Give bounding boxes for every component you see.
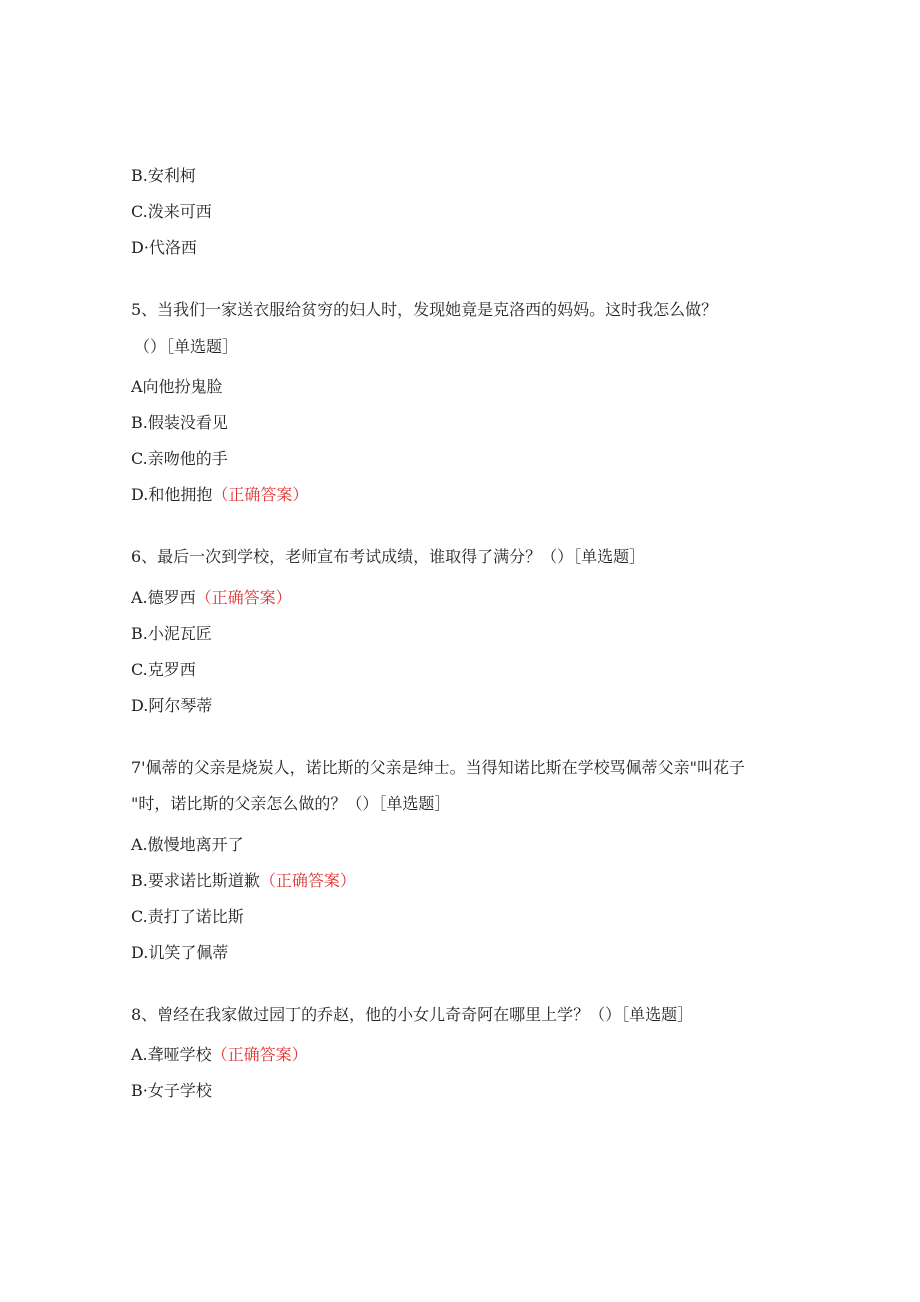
q6-option-a-text: A.德罗西	[131, 588, 196, 607]
q4-option-d: D·代洛西	[131, 238, 197, 257]
q5-option-a: A向他扮鬼脸	[131, 377, 223, 396]
q7-stem-line2: "时，诺比斯的父亲怎么做的？（）［单选题］	[131, 794, 451, 813]
q6-correct-answer-mark: （正确答案）	[195, 588, 292, 607]
q7-option-b-text: B.要求诺比斯道歉	[131, 871, 260, 890]
q7-option-b	[131, 871, 356, 891]
q5-stem-line1: 5、当我们一家送衣服给贫穷的妇人时，发现她竟是克洛西的妈妈。这时我怎么做？	[131, 300, 718, 319]
q6-option-b: B.小泥瓦匠	[131, 624, 212, 643]
q5-option-d-text: D.和他拥抱	[131, 485, 213, 504]
q5-option-d	[131, 485, 308, 505]
q5-option-b: B.假装没看见	[131, 413, 228, 432]
q8-option-a-text: A.聋哑学校	[131, 1045, 212, 1064]
q6-option-d: D.阿尔琴蒂	[131, 696, 213, 715]
q8-option-b: B·女子学校	[131, 1081, 212, 1100]
q6-stem-line1: 6、最后一次到学校，老师宣布考试成绩，谁取得了满分？（）［单选题］	[131, 547, 646, 566]
q7-correct-answer-mark: （正确答案）	[259, 871, 356, 890]
q8-stem-line1: 8、曾经在我家做过园丁的乔赵，他的小女儿奇奇阿在哪里上学？（）［单选题］	[131, 1005, 694, 1024]
q5-option-c: C.亲吻他的手	[131, 449, 228, 468]
q5-correct-answer-mark: （正确答案）	[212, 485, 309, 504]
q8-option-a	[131, 1045, 308, 1065]
q4-option-c: C.泼来可西	[131, 202, 212, 221]
q7-option-a: A.傲慢地离开了	[131, 835, 244, 854]
q6-option-c: C.克罗西	[131, 660, 196, 679]
q7-stem-line1: 7'佩蒂的父亲是烧炭人，诺比斯的父亲是绅士。当得知诺比斯在学校骂佩蒂父亲"叫花子	[131, 758, 745, 777]
q5-stem-line2: （）［单选题］	[134, 337, 239, 356]
q7-option-d: D.讥笑了佩蒂	[131, 943, 229, 962]
q8-correct-answer-mark: （正确答案）	[211, 1045, 308, 1064]
q6-option-a	[131, 588, 292, 608]
q7-option-c: C.责打了诺比斯	[131, 907, 244, 926]
q4-option-b: B.安利柯	[131, 166, 196, 185]
